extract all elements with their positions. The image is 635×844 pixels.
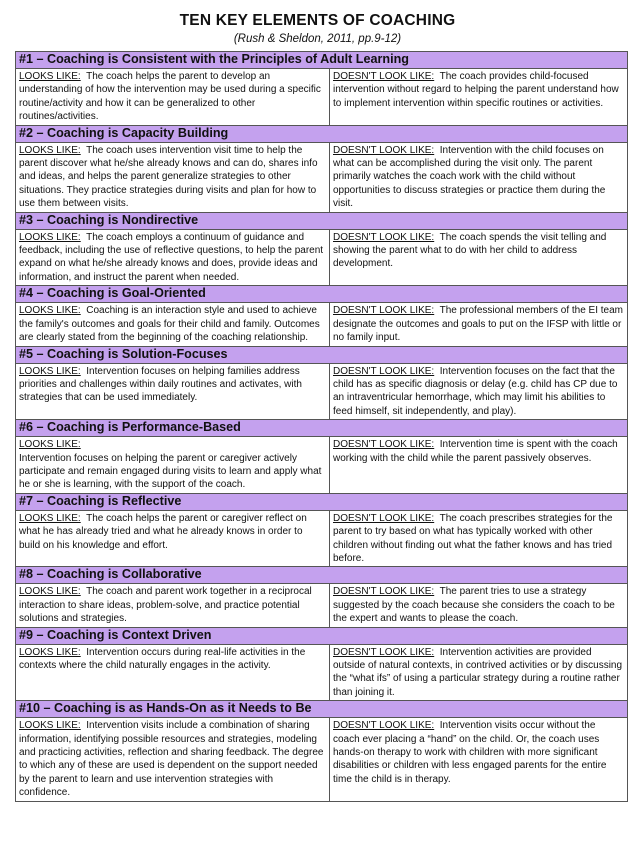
looks-like-cell xyxy=(16,69,330,126)
doesnt-look-like-cell xyxy=(330,229,628,286)
element-heading-row xyxy=(16,212,628,229)
doesnt-look-like-cell-label: DOESN'T LOOK LIKE: xyxy=(333,439,435,451)
element-heading-row xyxy=(16,567,628,584)
looks-like-cell-text: The coach helps the parent to develop an understanding of how the intervention may be used during a specific routine/activity and how it can be generalized to other routines/activities. xyxy=(19,71,321,123)
doesnt-look-like-cell-label: DOESN'T LOOK LIKE: xyxy=(333,365,435,377)
looks-like-cell-label: LOOKS LIKE: xyxy=(19,231,81,243)
element-body-row xyxy=(16,303,628,346)
element-heading-row xyxy=(16,125,628,142)
doesnt-look-like-cell xyxy=(330,584,628,627)
doesnt-look-like-cell-text: Intervention visits occur without the coach ever placing a “hand” on the child. Or, the coach uses hands-on therapy to work with children with more significant disabilities or children with less engaged parents for the entire time the child is in therapy. xyxy=(333,720,607,785)
element-body-row xyxy=(16,644,628,701)
looks-like-cell-label: LOOKS LIKE: xyxy=(19,71,81,82)
element-heading-row xyxy=(16,493,628,510)
element-heading-row xyxy=(16,701,628,718)
doesnt-look-like-cell-label: DOESN'T LOOK LIKE: xyxy=(333,144,435,156)
doesnt-look-like-cell xyxy=(330,303,628,346)
element-heading: #8 – Coaching is Collaborative xyxy=(16,567,628,584)
doesnt-look-like-cell xyxy=(330,142,628,212)
doesnt-look-like-cell-label: DOESN'T LOOK LIKE: xyxy=(333,720,435,732)
looks-like-cell xyxy=(16,644,330,701)
doesnt-look-like-cell xyxy=(330,510,628,567)
doesnt-look-like-cell-text: The coach prescribes strategies for the parent to try based on what has typically worked with other children without finding out what the father knows and has tried before. xyxy=(333,512,613,564)
doesnt-look-like-cell-text: Intervention activities are provided outside of natural contexts, in contrived activities or by discussing the “what ifs” of using a particular strategy during a routine rather than joining it. xyxy=(333,646,623,698)
looks-like-cell-label: LOOKS LIKE: xyxy=(19,720,81,732)
element-heading: #3 – Coaching is Nondirective xyxy=(16,212,628,229)
looks-like-cell-label: LOOKS LIKE: xyxy=(19,512,81,524)
element-heading-row xyxy=(16,346,628,363)
element-heading-row xyxy=(16,420,628,437)
looks-like-cell-text: Intervention occurs during real-life activities in the contexts where the child naturally engages in the activity. xyxy=(19,646,306,671)
looks-like-cell-label: LOOKS LIKE: xyxy=(19,586,81,598)
looks-like-cell xyxy=(16,510,330,567)
looks-like-cell-text: The coach helps the parent or caregiver reflect on what he has already tried and what he already knows in order to build on his knowledge and effort. xyxy=(19,512,307,551)
element-heading: #2 – Coaching is Capacity Building xyxy=(16,125,628,142)
looks-like-cell-label: LOOKS LIKE: xyxy=(19,439,81,451)
element-body-row xyxy=(16,363,628,420)
element-heading: #7 – Coaching is Reflective xyxy=(16,493,628,510)
looks-like-cell xyxy=(16,584,330,627)
doesnt-look-like-cell-label: DOESN'T LOOK LIKE: xyxy=(333,646,435,658)
element-body-row xyxy=(16,229,628,286)
looks-like-cell-text: The coach uses intervention visit time to help the parent discover what he/she already knows and can do, shares info and ideas, and helps the parent generalize strategies to other situations. They practice strategies during visits and plan for how to use them between visits. xyxy=(19,144,318,210)
element-heading: #10 – Coaching is as Hands-On as it Needs to Be xyxy=(16,701,628,718)
looks-like-cell-text: Coaching is an interaction style and used to achieve the family's outcomes and goals for their child and family. Outcomes are clearly stated from the beginning of the coaching relationship. xyxy=(19,305,320,344)
element-heading: #4 – Coaching is Goal-Oriented xyxy=(16,286,628,303)
element-body-row xyxy=(16,718,628,801)
element-heading: #5 – Coaching is Solution-Focuses xyxy=(16,346,628,363)
doesnt-look-like-cell-label: DOESN'T LOOK LIKE: xyxy=(333,71,435,82)
looks-like-cell xyxy=(16,437,330,494)
doesnt-look-like-cell-text: Intervention with the child focuses on what can be accomplished during the visit only. The parent primarily watches the coach work with the child without opportunities to discuss strategies or practice them during the visit. xyxy=(333,144,606,210)
element-heading: #1 – Coaching is Consistent with the Principles of Adult Learning xyxy=(16,52,628,69)
element-body-row xyxy=(16,69,628,126)
doesnt-look-like-cell xyxy=(330,437,628,494)
doesnt-look-like-cell-text: The coach provides child-focused intervention without regard to helping the parent understand how to implement intervention within specific routines or activities. xyxy=(333,71,619,109)
looks-like-cell-text: Intervention focuses on helping families address priorities and challenges within daily routines and activates, with strategies that can be used immediately. xyxy=(19,365,302,404)
element-heading: #6 – Coaching is Performance-Based xyxy=(16,420,628,437)
doesnt-look-like-cell-text: Intervention time is spent with the coach working with the child while the parent passively observes. xyxy=(333,439,618,464)
looks-like-cell-text: Intervention focuses on helping the parent or caregiver actively participate and remain engaged during visits to learn and apply what he or she is learning, with the support of the coach. xyxy=(19,452,322,491)
looks-like-cell xyxy=(16,303,330,346)
doesnt-look-like-cell-label: DOESN'T LOOK LIKE: xyxy=(333,586,435,598)
doesnt-look-like-cell-label: DOESN'T LOOK LIKE: xyxy=(333,305,435,317)
looks-like-cell xyxy=(16,718,330,801)
looks-like-cell xyxy=(16,142,330,212)
page-subtitle: (Rush & Sheldon, 2011, pp.9-12) xyxy=(233,33,402,45)
looks-like-cell-label: LOOKS LIKE: xyxy=(19,646,81,658)
doesnt-look-like-cell xyxy=(330,69,628,126)
doesnt-look-like-cell-label: DOESN'T LOOK LIKE: xyxy=(333,231,435,243)
element-heading-row xyxy=(16,286,628,303)
coaching-elements-table xyxy=(15,51,628,802)
element-heading-row xyxy=(16,52,628,69)
table-body xyxy=(16,52,628,802)
looks-like-cell xyxy=(16,229,330,286)
looks-like-cell-label: LOOKS LIKE: xyxy=(19,144,81,156)
element-heading: #9 – Coaching is Context Driven xyxy=(16,627,628,644)
doesnt-look-like-cell-text: The parent tries to use a strategy suggested by the coach because she considers the coach to be the expert and wants to please the coach. xyxy=(333,586,615,625)
looks-like-cell xyxy=(16,363,330,420)
element-heading-row xyxy=(16,627,628,644)
doesnt-look-like-cell-text: The professional members of the EI team designate the outcomes and goals to put on the IFSP with little or no family input. xyxy=(333,305,624,344)
element-body-row xyxy=(16,437,628,494)
looks-like-cell-text: The coach and parent work together in a reciprocal interaction to share ideas, problem-solve, and practice potential solutions and strategies. xyxy=(19,586,312,625)
looks-like-cell-label: LOOKS LIKE: xyxy=(19,365,81,377)
page-title: TEN KEY ELEMENTS OF COACHING xyxy=(179,12,456,29)
looks-like-cell-text: Intervention visits include a combination of sharing information, identifying possible resources and strategies, modeling and practicing activities, reflection and sharing feedback. The degree to which any of these are used is dependent on the support needed by the parent to learn and use intervention strategies with confidence. xyxy=(19,720,324,799)
element-body-row xyxy=(16,142,628,212)
doesnt-look-like-cell xyxy=(330,644,628,701)
element-body-row xyxy=(16,510,628,567)
doesnt-look-like-cell-label: DOESN'T LOOK LIKE: xyxy=(333,512,435,524)
element-body-row xyxy=(16,584,628,627)
doesnt-look-like-cell xyxy=(330,363,628,420)
looks-like-cell-text: The coach employs a continuum of guidance and feedback, including the use of reflective questions, to help the parent expand on what he/she already knows and does, provide ideas and information, and instruct the parent when needed. xyxy=(19,231,324,283)
doesnt-look-like-cell xyxy=(330,718,628,801)
looks-like-cell-label: LOOKS LIKE: xyxy=(19,305,81,317)
doesnt-look-like-cell-text: Intervention focuses on the fact that the child has as specific diagnosis or delay (e.g. child has CP due to an intraventricular hemorrhage, which may limit his abilities to feed himself, sit independently, and play). xyxy=(333,365,618,417)
doesnt-look-like-cell-text: The coach spends the visit telling and showing the parent what to do with her child to address development. xyxy=(333,231,607,270)
